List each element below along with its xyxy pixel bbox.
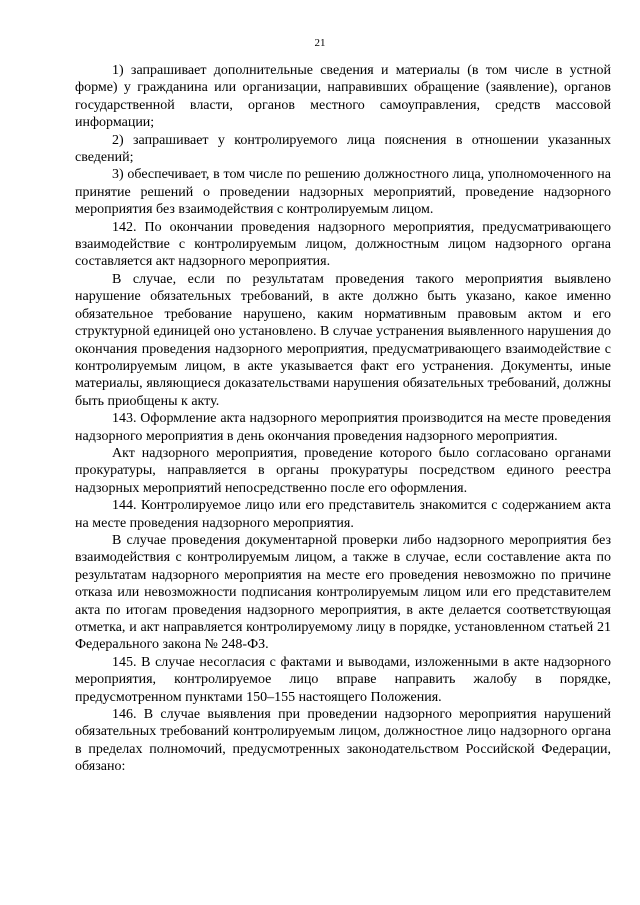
document-body: [75, 62, 611, 776]
paragraph-item-1: 1) запрашивает дополнительные сведения и материалы (в том числе в устной форме) у гражданина или организации, направивших обращение (заявление), органов государственной власти, органов местного самоуправления, средств массовой информации;: [75, 63, 611, 131]
paragraph-142: 142. По окончании проведения надзорного мероприятия, предусматривающего взаимодействие с контролируемым лицом, должностным лицом надзорного органа составляется акт надзорного мероприятия.: [75, 219, 611, 270]
paragraph-144: 144. Контролируемое лицо или его представитель знакомится с содержанием акта на месте проведения надзорного мероприятия.: [75, 498, 611, 531]
paragraph-146: 146. В случае выявления при проведении надзорного мероприятия нарушений обязательных требований контролируемым лицом, должностное лицо надзорного органа в пределах полномочий, предусмотренных законодательством Российской Федерации, обязано:: [75, 707, 611, 775]
paragraph-142-violations: В случае, если по результатам проведения такого мероприятия выявлено нарушение обязательных требований, в акте должно быть указано, какое именно обязательное требование нарушено, каким нормативным правовым актом и его структурной единицей оно установлено. В случае устранения выявленного нарушения до окончания проведения надзорного мероприятия, предусматривающего взаимодействие с контролируемым лицом, в акте указывается факт его устранения. Документы, иные материалы, являющиеся доказательствами нарушения обязательных требований, должны быть приобщены к акту.: [75, 271, 611, 409]
paragraph-item-2: 2) запрашивает у контролируемого лица пояснения в отношении указанных сведений;: [75, 132, 611, 166]
paragraph-144-documentary: В случае проведения документарной проверки либо надзорного мероприятия без взаимодействия с контролируемым лицом, а также в случае, если составление акта по результатам надзорного мероприятия на месте его проведения невозможно по причине отказа или невозможности подписания контролируемым лицом или его представителем акта по итогам проведения надзорного мероприятия, в акте делается соответствующая отметка, и акт направляется контролируемому лицу в порядке, установленном статьей 21 Федерального закона № 248-ФЗ.: [75, 532, 611, 653]
paragraph-145: 145. В случае несогласия с фактами и выводами, изложенными в акте надзорного мероприятия, контролируемое лицо вправе направить жалобу в порядке, предусмотренном пунктами 150–155 настоящего Положения.: [75, 654, 611, 705]
page-number: 21: [314, 37, 326, 49]
paragraph-143-prosecutor: Акт надзорного мероприятия, проведение которого было согласовано органами прокуратуры, направляется в органы прокуратуры посредством единого реестра надзорных мероприятий непосредственно после его оформления.: [75, 445, 611, 496]
paragraph-item-3: 3) обеспечивает, в том числе по решению должностного лица, уполномоченного на принятие решений о проведении надзорных мероприятий, проведение надзорного мероприятия без взаимодействия с контролируемым лицом.: [75, 167, 611, 218]
paragraph-143: 143. Оформление акта надзорного мероприятия производится на месте проведения надзорного мероприятия в день окончания проведения надзорного мероприятия.: [75, 411, 611, 444]
